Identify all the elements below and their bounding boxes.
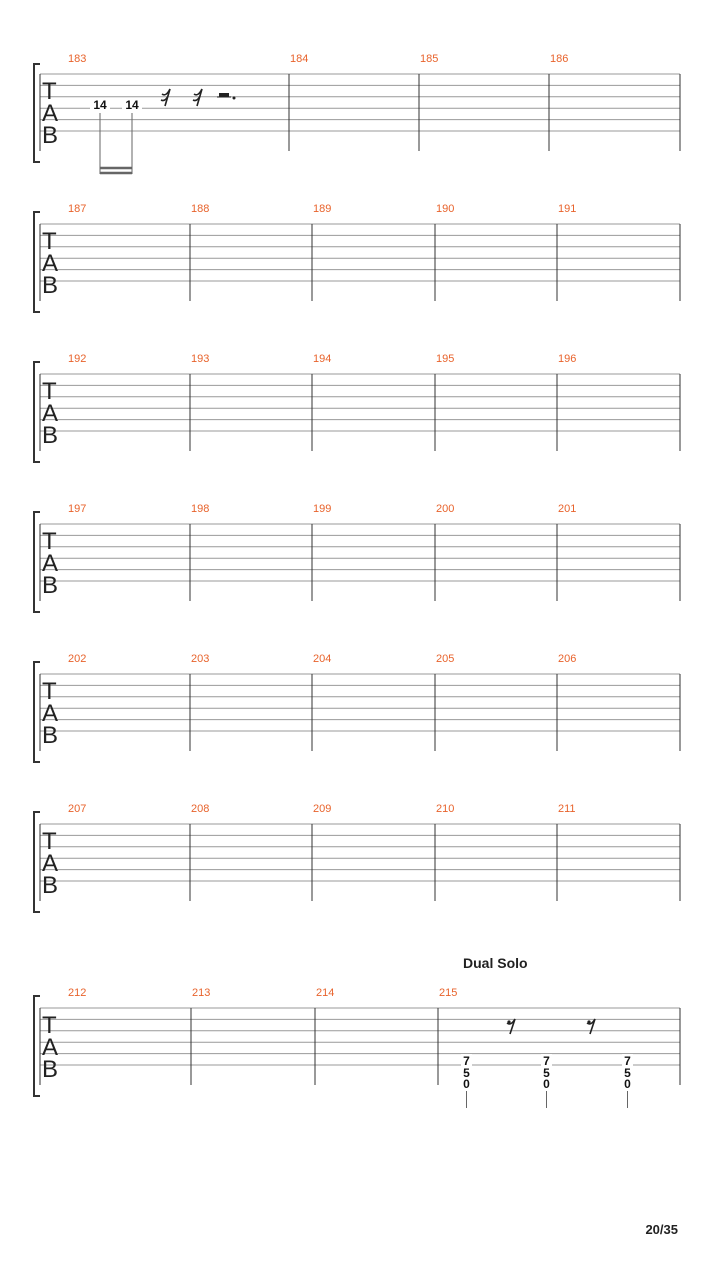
tab-clef-t: T <box>42 1012 57 1039</box>
measure-number: 188 <box>191 203 210 215</box>
measure-number: 208 <box>191 803 210 815</box>
system-bracket <box>34 64 40 162</box>
fret-number: 14 <box>125 98 139 112</box>
tab-clef-a: A <box>42 250 59 277</box>
system-bracket <box>34 812 40 912</box>
measure-number: 201 <box>558 503 577 515</box>
measure-number: 184 <box>290 53 309 65</box>
chord <box>541 1054 552 1108</box>
system-bracket <box>34 996 40 1096</box>
measure-number: 202 <box>68 653 87 665</box>
measure-number: 204 <box>313 653 332 665</box>
fret-number: 5 <box>463 1066 470 1080</box>
sixteenth-rest-icon <box>193 89 202 106</box>
fret-number: 14 <box>93 98 107 112</box>
fret-number: 0 <box>463 1077 470 1091</box>
chord <box>622 1054 633 1108</box>
system-2 <box>34 203 680 312</box>
tab-clef-a: A <box>42 1034 59 1061</box>
measure-number: 183 <box>68 53 87 65</box>
measure-number: 198 <box>191 503 210 515</box>
system-4 <box>34 503 680 612</box>
measure-number: 197 <box>68 503 87 515</box>
measure-number: 192 <box>68 353 87 365</box>
measure-number: 214 <box>316 987 335 999</box>
sixteenth-rest-icon <box>161 89 170 106</box>
system-3 <box>34 353 680 462</box>
staff-lines <box>40 674 680 731</box>
measure-number: 199 <box>313 503 332 515</box>
fret-number: 5 <box>624 1066 631 1080</box>
eighth-rest-icon <box>587 1019 595 1034</box>
chord <box>461 1054 472 1108</box>
measure-number: 186 <box>550 53 569 65</box>
fret-number: 0 <box>543 1077 550 1091</box>
system-6 <box>34 803 680 912</box>
fret-number: 7 <box>543 1054 550 1068</box>
tab-clef-t: T <box>42 378 57 405</box>
tab-clef-a: A <box>42 100 59 127</box>
measure-number: 191 <box>558 203 577 215</box>
tab-clef-t: T <box>42 678 57 705</box>
measure-number: 210 <box>436 803 455 815</box>
page-number: 20/35 <box>645 1222 678 1237</box>
tab-clef-b: B <box>42 1056 59 1083</box>
tab-clef-a: A <box>42 850 59 877</box>
tab-clef-b: B <box>42 122 59 149</box>
tab-clef-b: B <box>42 722 59 749</box>
system-bracket <box>34 362 40 462</box>
tab-clef-b: B <box>42 422 59 449</box>
eighth-rest-icon <box>507 1019 515 1034</box>
measure-number: 206 <box>558 653 577 665</box>
system-bracket <box>34 512 40 612</box>
measure-number: 187 <box>68 203 87 215</box>
tab-clef-t: T <box>42 78 57 105</box>
tab-clef-b: B <box>42 872 59 899</box>
measure-number: 205 <box>436 653 455 665</box>
system-bracket <box>34 212 40 312</box>
dotted-half-rest-icon <box>217 93 236 100</box>
tab-clef-a: A <box>42 550 59 577</box>
staff-lines <box>40 1008 680 1065</box>
tab-clef-a: A <box>42 400 59 427</box>
measure-number: 185 <box>420 53 439 65</box>
system-5 <box>34 653 680 762</box>
measure-number: 195 <box>436 353 455 365</box>
tab-clef-a: A <box>42 700 59 727</box>
staff-lines <box>40 524 680 581</box>
fret-number: 5 <box>543 1066 550 1080</box>
tab-clef-t: T <box>42 228 57 255</box>
fret-number: 7 <box>463 1054 470 1068</box>
measure-number: 209 <box>313 803 332 815</box>
section-label: Dual Solo <box>463 955 528 971</box>
staff-lines <box>40 224 680 281</box>
measure-number: 211 <box>558 803 576 815</box>
measure-number: 193 <box>191 353 210 365</box>
measure-number: 203 <box>191 653 210 665</box>
measure-number: 200 <box>436 503 455 515</box>
measure-number: 213 <box>192 987 211 999</box>
tab-clef-b: B <box>42 272 59 299</box>
tab-clef-b: B <box>42 572 59 599</box>
measure-number: 207 <box>68 803 87 815</box>
measure-number: 215 <box>439 987 458 999</box>
system-bracket <box>34 662 40 762</box>
staff-lines <box>40 374 680 431</box>
fret-number: 0 <box>624 1077 631 1091</box>
measure-number: 189 <box>313 203 332 215</box>
measure-number: 194 <box>313 353 332 365</box>
tab-clef-t: T <box>42 528 57 555</box>
note-stems-beams <box>100 113 132 174</box>
measure-number: 196 <box>558 353 577 365</box>
measure-number: 212 <box>68 987 87 999</box>
system-7 <box>34 955 680 1108</box>
measure-number: 190 <box>436 203 455 215</box>
fret-number: 7 <box>624 1054 631 1068</box>
tab-clef-t: T <box>42 828 57 855</box>
system-1 <box>34 53 680 174</box>
staff-lines <box>40 824 680 881</box>
